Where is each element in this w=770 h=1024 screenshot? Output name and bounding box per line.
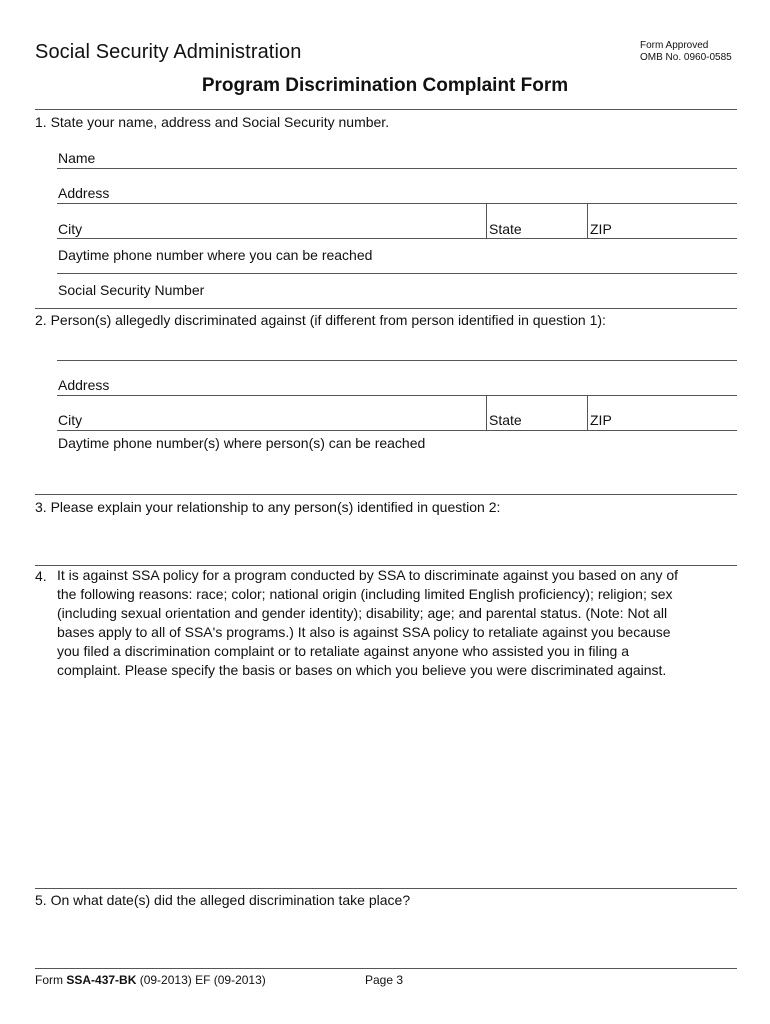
q1-state-field[interactable] [528, 206, 586, 238]
footer-line [35, 968, 737, 969]
q5-answer-field[interactable] [35, 913, 736, 967]
q1-ssn-label: Social Security Number [58, 282, 205, 298]
q1-end-line [35, 308, 737, 309]
q4-end-line [35, 888, 737, 889]
q2-address-line [57, 395, 737, 396]
question-4-line: It is against SSA policy for a program conducted by SSA to discriminate against you based on any of [57, 567, 679, 583]
agency-name: Social Security Administration [35, 41, 302, 63]
q1-state-zip-divider [587, 204, 588, 238]
q1-address-label: Address [58, 185, 110, 201]
q2-city-label: City [58, 412, 83, 428]
omb-number: OMB No. 0960-0585 [640, 52, 732, 63]
q2-state-zip-divider [587, 395, 588, 430]
page-title: Program Discrimination Complaint Form [201, 75, 569, 96]
q1-city-state-divider [486, 204, 487, 238]
q1-name-field[interactable] [100, 146, 736, 168]
q1-city-label: City [58, 221, 83, 237]
form-id-number: SSA-437-BK [66, 973, 137, 987]
form-approved-label: Form Approved [640, 40, 709, 51]
q2-zip-label: ZIP [590, 412, 612, 428]
form-id-prefix: Form [35, 973, 67, 987]
q2-address-label: Address [58, 377, 110, 393]
q1-address-field[interactable] [118, 181, 736, 203]
q1-city-line [57, 238, 737, 239]
q2-state-label: State [489, 412, 522, 428]
q1-zip-label: ZIP [590, 221, 612, 237]
question-4-line: bases apply to all of SSA's programs.) It also is against SSA policy to retaliate against you because [57, 624, 671, 640]
q2-city-line [57, 430, 737, 431]
q2-state-field[interactable] [528, 397, 586, 429]
q1-city-field[interactable] [90, 206, 485, 238]
q2-address-field[interactable] [118, 372, 736, 394]
q4-answer-field[interactable] [35, 690, 736, 886]
q2-name-field[interactable] [57, 334, 736, 359]
q2-city-state-divider [486, 395, 487, 430]
q2-zip-field[interactable] [620, 397, 736, 429]
q1-ssn-field[interactable] [222, 280, 736, 307]
question-4-line: (including sexual orientation and gender identity); disability; age; and parental status. (Note: Not all [57, 605, 668, 621]
q1-name-line [57, 168, 737, 169]
q2-phone-label: Daytime phone number(s) where person(s) can be reached [58, 435, 426, 451]
q1-phone-line [57, 273, 737, 274]
question-5-prompt: 5. On what date(s) did the alleged discrimination take place? [35, 892, 411, 908]
divider [35, 109, 737, 110]
page-number: Page 3 [365, 973, 404, 987]
q2-name-line [57, 360, 737, 361]
question-4-line: the following reasons: race; color; national origin (including limited English proficiency); religion; sex [57, 586, 673, 602]
form-id-suffix: (09-2013) EF (09-2013) [136, 973, 266, 987]
form-id [35, 973, 266, 987]
question-1-prompt: 1. State your name, address and Social Security number. [35, 114, 390, 130]
q2-end-line [35, 494, 737, 495]
q1-phone-field[interactable] [57, 264, 736, 273]
q2-phone-field[interactable] [57, 455, 736, 493]
q1-phone-label: Daytime phone number where you can be reached [58, 247, 373, 263]
q1-address-line [57, 203, 737, 204]
question-4-line: you filed a discrimination complaint or to retaliate against anyone who assisted you in filing a [57, 643, 629, 659]
question-4-line: complaint. Please specify the basis or bases on which you believe you were discriminated against. [57, 662, 667, 678]
question-4-text [57, 566, 737, 680]
q1-state-label: State [489, 221, 522, 237]
q1-name-label: Name [58, 150, 96, 166]
q2-city-field[interactable] [90, 397, 485, 429]
q3-answer-field[interactable] [35, 520, 736, 564]
question-4-number: 4. [35, 568, 47, 584]
question-3-prompt: 3. Please explain your relationship to any person(s) identified in question 2: [35, 499, 501, 515]
question-2-prompt: 2. Person(s) allegedly discriminated against (if different from person identified in question 1): [35, 312, 606, 328]
q1-zip-field[interactable] [620, 206, 736, 238]
